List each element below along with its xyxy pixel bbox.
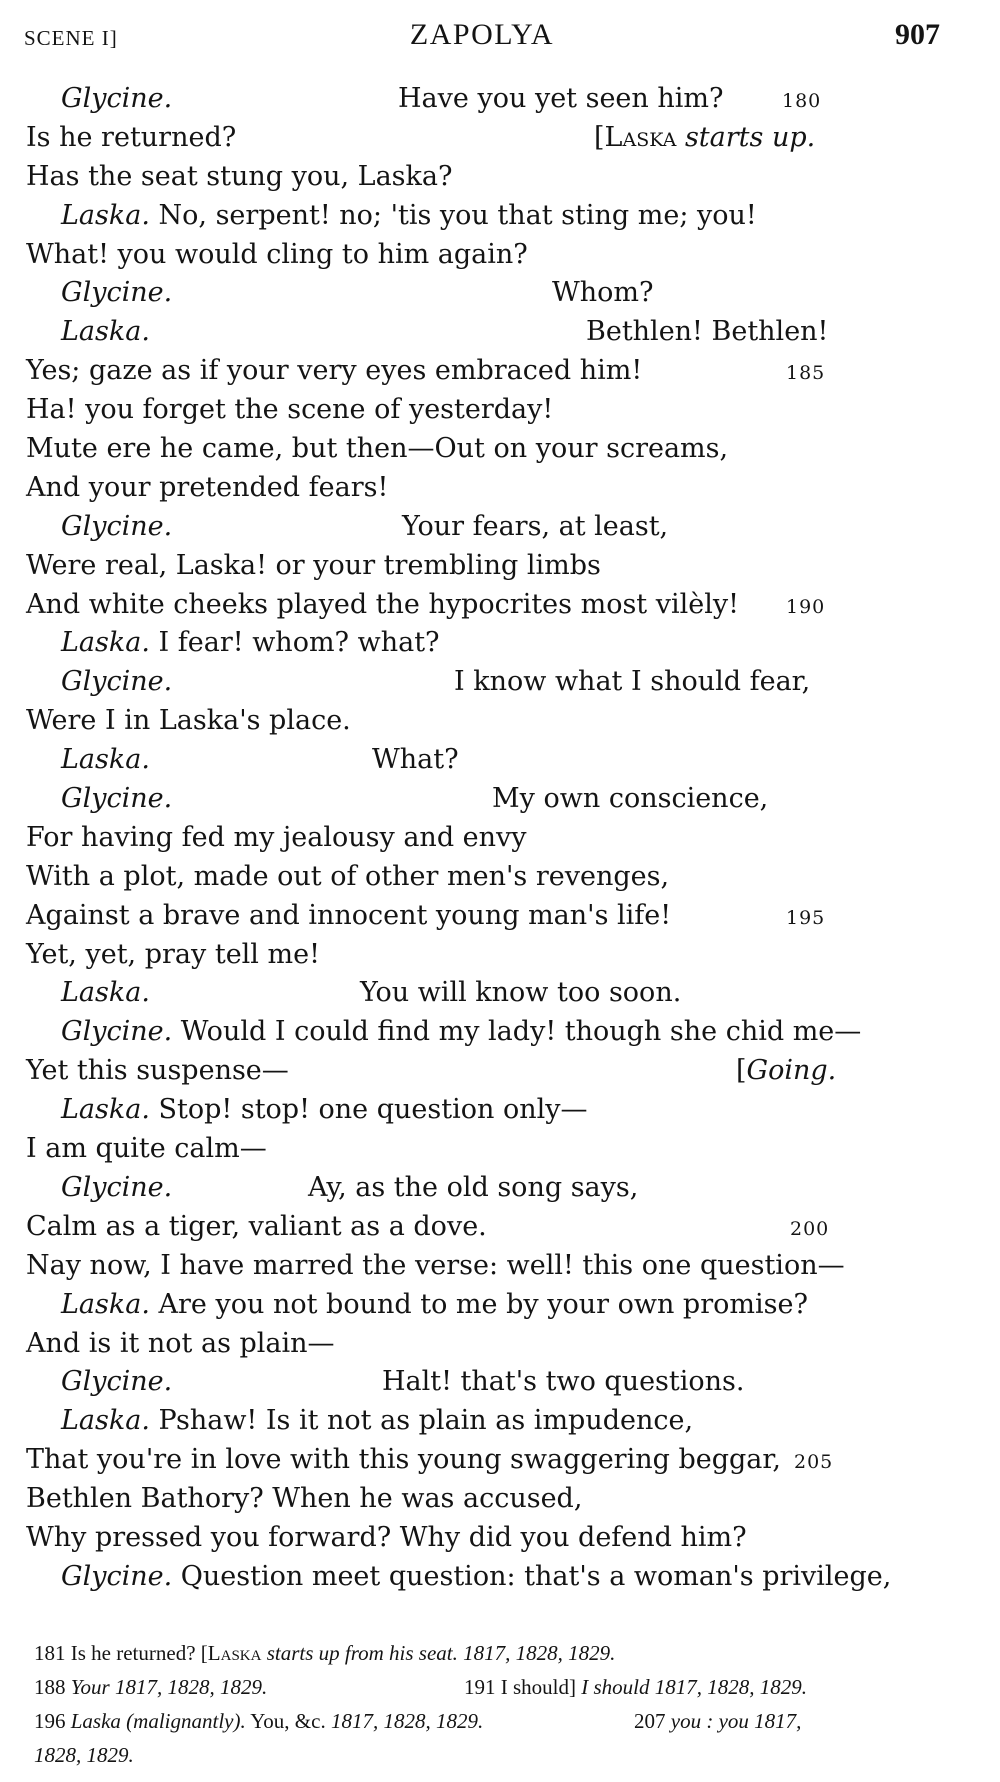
line-text: And white cheeks played the hypocrites most vilèly! [26,588,739,620]
verse-line [26,391,946,430]
stage-direction [736,1052,836,1091]
line-text: Bethlen Bathory? When he was accused, [26,1483,583,1515]
verse-line [26,1480,946,1519]
line-number: 205 [794,1451,834,1474]
verse-line [26,1091,946,1130]
line-text: Were real, Laska! or your trembling limbs [26,549,601,581]
line-text: And your pretended fears! [26,471,389,503]
note-line [34,1636,954,1670]
line-text: Ha! you forget the scene of yesterday! [26,394,554,426]
note-editions: 1828, 1829. [34,1743,134,1767]
line-text: Bethlen! Bethlen! [586,316,829,348]
line-number: 190 [786,595,826,618]
line-text: Mute ere he came, but then—Out on your screams, [26,433,729,465]
running-header [24,18,940,58]
verse-line [26,819,946,858]
line-text: Stop! stop! one question only— [158,1094,588,1126]
verse-line [26,158,946,197]
speaker-name: Laska. [61,199,150,231]
line-text: Question meet question: that's a woman's privilege, [180,1560,892,1592]
verse-line [26,313,946,352]
verse-line [26,430,946,469]
line-text: Nay now, I have marred the verse: well! this one question— [26,1249,845,1281]
page-title: ZAPOLYA [409,18,555,51]
speaker-name: Glycine. [61,510,173,542]
verse-line [26,586,946,625]
note-entry [634,1704,801,1738]
verse-line [26,547,946,586]
verse-line [26,352,946,391]
stage-bracket: [ [594,121,605,153]
scene-label: SCENE I] [24,26,118,50]
note-editions: 1817, 1828, 1829. [114,1675,268,1699]
verse-line [26,1402,946,1441]
line-text: Has the seat stung you, Laska? [26,160,453,192]
verse-line [26,469,946,508]
line-text: I am quite calm— [26,1133,267,1165]
line-text: Halt! that's two questions. [382,1366,745,1398]
note-ref: 188 [34,1675,66,1699]
line-text: You will know too soon. [360,977,682,1009]
verse-line [26,1325,946,1364]
verse-line [26,1519,946,1558]
speaker-name: Laska. [61,977,150,1009]
note-ref: 181 [34,1641,66,1665]
note-reading: Laska (malignantly). [70,1709,246,1733]
stage-action: starts up. [684,121,816,153]
verse-line [26,702,946,741]
line-text: Are you not bound to me by your own promise? [158,1288,808,1320]
speaker-name: Laska. [61,1288,150,1320]
speaker-name: Glycine. [61,1560,173,1592]
verse-line [26,119,946,158]
verse-line [26,1363,946,1402]
stage-character: Laska [604,121,677,153]
verse-line [26,741,946,780]
note-editions: 1817, [754,1709,802,1733]
verse-line [26,1130,946,1169]
verse-line [26,80,946,119]
line-text: What! you would cling to him again? [26,238,528,270]
line-number: 185 [786,362,826,385]
line-text: Whom? [552,277,654,309]
note-bracket: [ [200,1641,208,1665]
textual-notes [34,1636,954,1772]
speaker-name: Glycine. [61,1016,173,1048]
verse-line [26,274,946,313]
verse-line [26,780,946,819]
stage-action: Going. [746,1055,837,1087]
note-reading: you : you [670,1709,749,1733]
verse-line [26,624,946,663]
note-ref: 207 [634,1709,666,1733]
verse-line [26,1558,946,1597]
verse-line [26,1052,946,1091]
verse-line [26,1247,946,1286]
note-reading: Your [70,1675,110,1699]
verse-line [26,1286,946,1325]
speaker-name: Glycine. [61,666,173,698]
note-ref: 196 [34,1709,66,1733]
speaker-name: Laska. [61,1405,150,1437]
speaker-name: Laska. [61,627,150,659]
line-text: Your fears, at least, [402,510,669,542]
note-line [34,1738,954,1772]
line-text: What? [372,744,459,776]
line-text: Is he returned? [26,121,237,153]
note-lemma: I should] [500,1675,576,1699]
line-text: That you're in love with this young swaggering beggar, [26,1444,781,1476]
line-text: Yet, yet, pray tell me! [26,938,320,970]
line-text: Against a brave and innocent young man's life! [26,899,672,931]
note-editions: 1817, 1828, 1829. [330,1709,484,1733]
note-lemma: Is he returned? [70,1641,196,1665]
stage-direction [594,119,815,158]
note-entry [464,1670,807,1704]
verse-block [26,80,946,1597]
line-text: Ay, as the old song says, [308,1171,639,1203]
line-text: And is it not as plain— [26,1327,335,1359]
line-number: 200 [790,1217,830,1240]
note-ref: 191 [464,1675,496,1699]
verse-line [26,858,946,897]
line-text: Yes; gaze as if your very eyes embraced him! [26,355,643,387]
line-number: 180 [782,90,822,112]
verse-line [26,236,946,275]
line-text: My own conscience, [492,783,769,815]
speaker-name: Glycine. [61,783,173,815]
speaker-name: Laska. [61,1094,150,1126]
line-text: Pshaw! Is it not as plain as impudence, [158,1405,694,1437]
line-number: 195 [786,906,826,929]
verse-line [26,974,946,1013]
speaker-name: Laska. [61,744,150,776]
line-text: Would I could find my lady! though she chid me— [180,1016,862,1048]
speaker-name: Glycine. [61,83,173,114]
verse-line [26,897,946,936]
note-lemma: You, &c. [250,1709,326,1733]
verse-line [26,663,946,702]
verse-line [26,1169,946,1208]
line-text: I fear! whom? what? [158,627,440,659]
verse-line [26,508,946,547]
speaker-name: Laska. [61,316,150,348]
line-text: Why pressed you forward? Why did you defend him? [26,1521,747,1553]
verse-line [26,1208,946,1247]
note-editions: 1817, 1828, 1829. [463,1641,616,1665]
line-text: Yet this suspense— [26,1055,289,1087]
note-character: Laska [207,1641,262,1665]
line-text: With a plot, made out of other men's revenges, [26,860,670,892]
line-text: I know what I should fear, [454,666,811,698]
line-text: No, serpent! no; 'tis you that sting me; you! [158,199,757,231]
line-text: For having fed my jealousy and envy [26,821,527,853]
speaker-name: Glycine. [61,277,173,309]
note-line [34,1670,954,1704]
note-reading: starts up from his seat. [266,1641,458,1665]
line-text: Calm as a tiger, valiant as a dove. [26,1210,487,1242]
verse-line [26,1013,946,1052]
stage-bracket: [ [736,1055,747,1087]
note-line [34,1704,954,1738]
verse-line [26,1441,946,1480]
note-reading: I should [581,1675,650,1699]
line-text: Have you yet seen him? [398,83,724,114]
line-text: Were I in Laska's place. [26,705,351,737]
speaker-name: Glycine. [61,1171,173,1203]
verse-line [26,936,946,975]
page-number: 907 [895,18,940,51]
speaker-name: Glycine. [61,1366,173,1398]
note-editions: 1817, 1828, 1829. [654,1675,807,1699]
verse-line [26,197,946,236]
